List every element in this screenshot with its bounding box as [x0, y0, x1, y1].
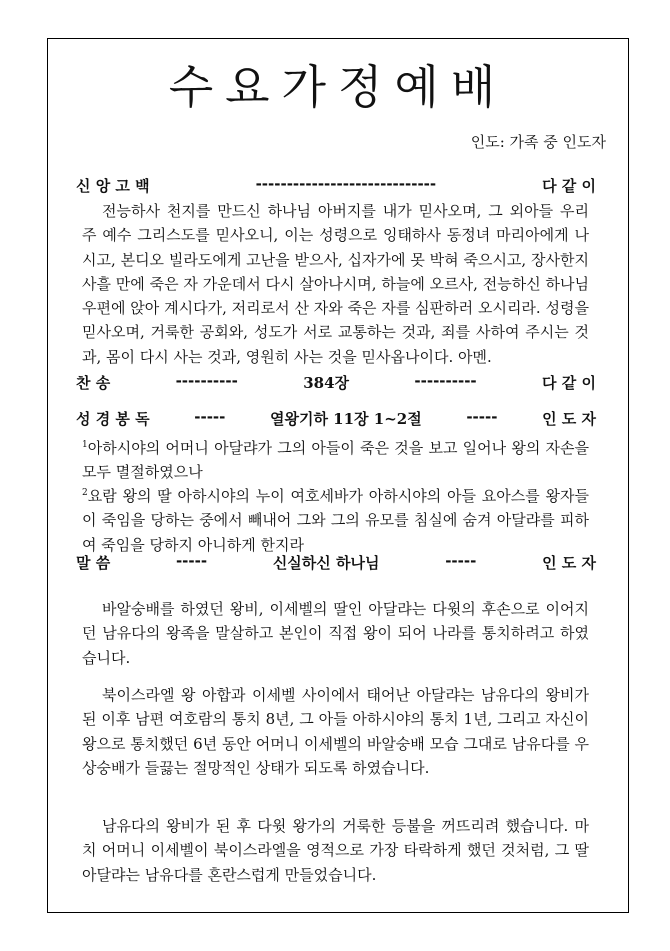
creed-dashes: ----------------------------- [255, 175, 437, 193]
verse-2-number: 2 [82, 488, 88, 498]
service-leader: 인도: 가족 중 인도자 [470, 133, 606, 151]
creed-text: 전능하사 천지를 만드신 하나님 아버지를 내가 믿사오며, 그 외아들 우리 주 예수 그리스도를 믿사오니, 이는 성령으로 잉태하사 동정녀 마리아에게 나시고, 본디오 빌라도에게 고난을 받으사, 십자가에 못 박혀 죽으시고, 장사한지 사흘 만에 죽은 자 가운데서 다시 살아나시며, 하늘에 오르사, 전능하신 하나님 우편에 앉아 계시다가, 저리로서 산 자와 죽은 자를 심판하러 오시리라. 성령을 믿사오며, 거룩한 공회와, 성도가 서로 교통하는 것과, 죄를 사하여 주시는 것과, 몸이 다시 사는 것과, 영원히 사는 것을 믿사옵나이다. 아멘. [82, 202, 589, 366]
hymn-header [76, 372, 596, 393]
reading-label: 성 경 봉 독 [76, 410, 150, 428]
hymn-dashes-left: ---------- [175, 372, 238, 390]
sermon-title: 신실하신 하나님 [272, 554, 380, 572]
creed-label: 신 앙 고 백 [76, 177, 150, 195]
sermon-paragraph-1: 바알숭배를 하였던 왕비, 이세벨의 딸인 아달랴는 다윗의 후손으로 이어지던 남유다의 왕족을 말살하고 본인이 직접 왕이 되어 나라를 통치하려고 하였습니다. [82, 600, 589, 667]
reading-dashes-right: ----- [466, 408, 498, 426]
reading-header [76, 408, 596, 429]
reading-dashes-left: ----- [194, 408, 226, 426]
hymn-dashes-right: ---------- [414, 372, 477, 390]
verse-2-text: 요람 왕의 딸 아하시야의 누이 여호세바가 아하시야의 아들 요아스를 왕자들이 죽임을 당하는 중에서 빼내어 그와 그의 유모를 침실에 숨겨 아달랴를 피하여 죽임을 당하지 아니하게 한지라 [82, 487, 589, 554]
sermon-header [76, 552, 596, 573]
sermon-label: 말 씀 [76, 554, 111, 572]
verse-1-number: 1 [82, 440, 88, 450]
sermon-paragraph-3: 남유다의 왕비가 된 후 다윗 왕가의 거룩한 등불을 꺼뜨리려 했습니다. 마치 어머니 이세벨이 북이스라엘을 영적으로 가장 타락하게 했던 것처럼, 그 딸 아달랴는 남유다를 혼란스럽게 만들었습니다. [82, 817, 589, 884]
page-title: 수요가정예배 [168, 60, 508, 114]
sermon-who: 인 도 자 [542, 554, 596, 572]
sermon-paragraph-2: 북이스라엘 왕 아합과 이세벨 사이에서 태어난 아달랴는 남유다의 왕비가 된 이후 남편 여호람의 통치 8년, 그 아들 아하시야의 통치 1년, 그리고 자신이 왕으로 통치했던 6년 동안 어머니 이세벨의 바알숭배 모습 그대로 남유다를 우상숭배가 들끓는 절망적인 상태가 되도록 하였습니다. [82, 686, 589, 777]
creed-header [76, 175, 596, 196]
verse-1 [82, 433, 589, 485]
creed-who: 다 같 이 [542, 177, 596, 195]
sermon-dashes-right: ----- [445, 552, 477, 570]
reading-reference: 열왕기하 11장 1~2절 [270, 410, 422, 428]
hymn-label: 찬 송 [76, 374, 111, 392]
reading-who: 인 도 자 [542, 410, 596, 428]
verse-1-text: 아하시야의 어머니 아달랴가 그의 아들이 죽은 것을 보고 일어나 왕의 자손을 모두 멸절하였으나 [82, 439, 589, 482]
hymn-who: 다 같 이 [542, 374, 596, 392]
hymn-number: 384장 [303, 374, 350, 392]
verse-2 [82, 481, 589, 557]
sermon-dashes-left: ----- [175, 552, 208, 570]
